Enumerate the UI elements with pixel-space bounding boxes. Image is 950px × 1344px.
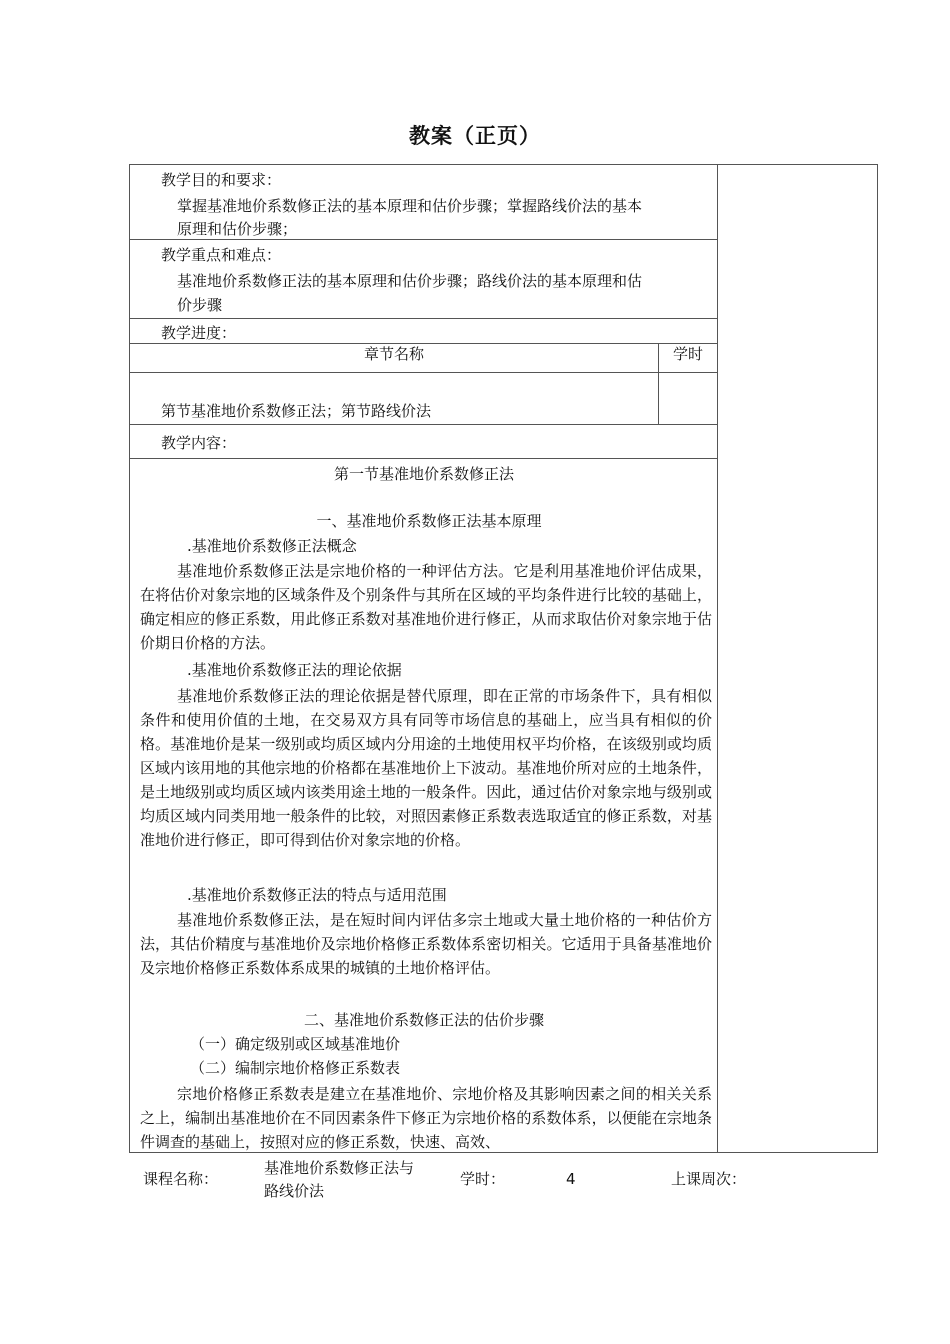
subheading-scope: .基准地价系数修正法的特点与适用范围	[187, 886, 447, 904]
section-title: 第一节基准地价系数修正法	[333, 465, 514, 483]
heading-principles: 一、基准地价系数修正法基本原理	[316, 512, 542, 530]
row-divider	[129, 239, 718, 240]
class-week-label: 上课周次：	[671, 1170, 747, 1188]
row-divider	[129, 458, 718, 459]
paragraph-scope: 基准地价系数修正法，是在短时间内评估多宗土地或大量土地价格的一种估价方法，其估价精度与基准地价及宗地价格修正系数体系密切相关。它适用于具备基准地价及宗地价格修正系数体系成果的城镇的土地价格评估。	[140, 911, 712, 977]
chapter-column-header: 章节名称	[363, 345, 424, 363]
page-title: 教案（正页）	[409, 124, 541, 148]
step-two: （二）编制宗地价格修正系数表	[190, 1059, 401, 1077]
hours-column-header: 学时	[672, 345, 703, 363]
hours-label: 学时：	[460, 1170, 506, 1188]
lesson-plan-table	[129, 164, 878, 1153]
hours-number: 4	[566, 1170, 576, 1188]
content-label: 教学内容：	[161, 434, 237, 452]
paragraph-coefficient-table: 宗地价格修正系数表是建立在基准地价、宗地价格及其影响因素之间的相关关系之上，编制出基准地价在不同因素条件下修正为宗地价格的系数体系，以便能在宗地条件调查的基础上，按照对应的修正系数，快速、高效、	[140, 1085, 712, 1151]
course-name-line2: 路线价法	[264, 1182, 325, 1200]
chapter-name-value: 第节基准地价系数修正法；第节路线价法	[161, 402, 432, 420]
objectives-text-line2: 原理和估价步骤；	[177, 220, 298, 238]
paragraph-concept: 基准地价系数修正法是宗地价格的一种评估方法。它是利用基准地价评估成果，在将估价对象宗地的区域条件及个别条件与其所在区域的平均条件进行比较的基础上，确定相应的修正系数，用此修正系数对基准地价进行修正，从而求取估价对象宗地于估价期日价格的方法。	[140, 562, 712, 652]
key-points-label: 教学重点和难点：	[161, 246, 282, 264]
objectives-text-line1: 掌握基准地价系数修正法的基本原理和估价步骤；掌握路线价法的基本	[177, 197, 643, 215]
row-divider	[129, 372, 718, 373]
subheading-theory: .基准地价系数修正法的理论依据	[187, 661, 402, 679]
course-name-line1: 基准地价系数修正法与	[264, 1159, 415, 1177]
margin-column-divider	[717, 164, 718, 1153]
subheading-concept: .基准地价系数修正法概念	[187, 537, 357, 555]
course-name-label: 课程名称：	[143, 1170, 219, 1188]
paragraph-theory: 基准地价系数修正法的理论依据是替代原理，即在正常的市场条件下，具有相似条件和使用价值的土地，在交易双方具有同等市场信息的基础上，应当具有相似的价格。基准地价是某一级别或均质区域内分用途的土地使用权平均价格，在该级别或均质区域内该用地的其他宗地的价格都在基准地价上下波动。基准地价所对应的土地条件，是土地级别或均质区域内该类用途土地的一般条件。因此，通过估价对象宗地与级别或均质区域内同类用地一般条件的比较，对照因素修正系数表选取适宜的修正系数，对基准地价进行修正，即可得到估价对象宗地的价格。	[140, 687, 712, 849]
key-points-text-line1: 基准地价系数修正法的基本原理和估价步骤；路线价法的基本原理和估	[177, 272, 643, 290]
row-divider	[129, 424, 718, 425]
step-one: （一）确定级别或区域基准地价	[190, 1035, 401, 1053]
row-divider	[129, 318, 718, 319]
objectives-label: 教学目的和要求：	[161, 171, 282, 189]
heading-steps: 二、基准地价系数修正法的估价步骤	[303, 1011, 544, 1029]
progress-label: 教学进度：	[161, 324, 237, 342]
key-points-text-line2: 价步骤	[177, 296, 223, 314]
